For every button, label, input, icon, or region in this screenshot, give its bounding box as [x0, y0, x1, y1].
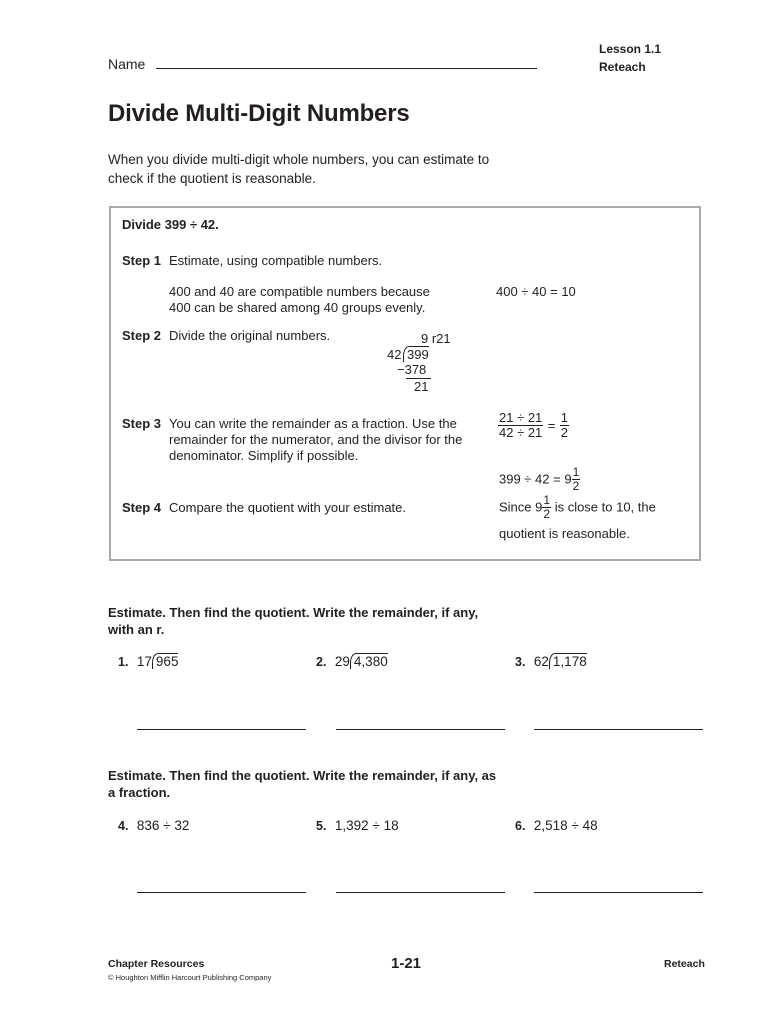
step1-text: Estimate, using compatible numbers.: [169, 253, 383, 268]
lesson-section: Reteach: [599, 60, 646, 74]
step4-since-rest: is close to 10, the: [554, 499, 656, 515]
answer-line-5[interactable]: [336, 892, 505, 893]
step3-frac: [498, 411, 543, 440]
problem-6-text: 2,518 ÷ 48: [533, 818, 598, 833]
step3-answer-prefix: 399 ÷ 42 = 9: [499, 471, 572, 487]
problem-1-dividend: 965: [152, 653, 179, 669]
step3-result-num: 1: [560, 410, 569, 425]
step2-quotient: 9 r21: [421, 331, 451, 346]
step3-answer-den: 2: [572, 479, 580, 493]
step3-fraction: [498, 411, 569, 440]
problem-6-number: 6.: [515, 819, 526, 833]
step3-label: Step 3: [122, 416, 162, 431]
step4-since-num: 1: [543, 493, 551, 507]
step1-label: Step 1: [122, 253, 162, 268]
problem-6: [515, 817, 598, 835]
problem-1-number: 1.: [118, 655, 129, 669]
step3-answer: [499, 466, 580, 493]
example-heading-problem: 399 ÷ 42.: [164, 217, 219, 232]
step4-since-prefix: Since 9: [499, 499, 543, 515]
problem-3: [515, 653, 587, 671]
problem-5-number: 5.: [316, 819, 327, 833]
problem-3-divisor: 62: [533, 654, 549, 669]
step3-frac-den: 42 ÷ 21: [499, 425, 543, 440]
step3-equals: =: [547, 418, 556, 433]
problem-2-dividend: 4,380: [350, 653, 388, 669]
step2-remainder: 21: [414, 379, 429, 394]
step2-dividend-wrap: [403, 346, 429, 363]
step3-result: [560, 411, 569, 440]
problem-1: [118, 653, 178, 671]
intro-text: When you divide multi-digit whole numbers, you can estimate to check if the quotient is reasonable.: [108, 152, 490, 186]
page-title: Divide Multi-Digit Numbers: [108, 100, 410, 127]
step2-text: Divide the original numbers.: [169, 328, 331, 343]
step1-detail: 400 and 40 are compatible numbers because 400 can be shared among 40 groups evenly.: [169, 284, 430, 315]
section2-instructions: Estimate. Then find the quotient. Write the remainder, if any, as a fraction.: [108, 768, 497, 800]
step4-text: Compare the quotient with your estimate.: [169, 500, 407, 515]
footer-chapter: Chapter Resources: [108, 958, 205, 970]
step4-since-line2: quotient is reasonable.: [499, 526, 630, 541]
step3-answer-num: 1: [572, 465, 580, 479]
step3-result-den: 2: [560, 425, 569, 440]
footer-copyright: © Houghton Mifflin Harcourt Publishing Company: [108, 973, 272, 982]
answer-line-3[interactable]: [534, 729, 703, 730]
problem-3-number: 3.: [515, 655, 526, 669]
answer-line-4[interactable]: [137, 892, 306, 893]
problem-4: [118, 817, 189, 835]
answer-line-2[interactable]: [336, 729, 505, 730]
example-heading-prefix: Divide: [122, 217, 162, 232]
name-label: Name: [108, 56, 146, 72]
problem-3-dividend: 1,178: [549, 653, 587, 669]
step3-answer-frac: [572, 466, 581, 493]
step3-frac-num: 21 ÷ 21: [499, 410, 543, 425]
lesson-info: [599, 40, 661, 76]
answer-line-1[interactable]: [137, 729, 306, 730]
footer-section: Reteach: [664, 958, 705, 970]
problem-5-text: 1,392 ÷ 18: [334, 818, 399, 833]
problem-1-divisor: 17: [136, 654, 152, 669]
step2-divisor: 42: [387, 347, 402, 362]
step2-dividend: 399: [403, 346, 429, 362]
problem-4-number: 4.: [118, 819, 129, 833]
step2-subtract: −378: [397, 362, 427, 377]
step4-since: [499, 494, 656, 521]
section1-instructions: Estimate. Then find the quotient. Write the remainder, if any, with an r.: [108, 605, 479, 637]
example-heading: [122, 217, 219, 233]
step3-text: You can write the remainder as a fraction. Use the remainder for the numerator, and the divisor for the denominator. Simplify if possible.: [169, 416, 463, 463]
problem-2: [316, 653, 388, 671]
problem-4-text: 836 ÷ 32: [136, 818, 190, 833]
problem-2-divisor: 29: [334, 654, 350, 669]
step4-since-frac: [542, 494, 551, 521]
answer-line-6[interactable]: [534, 892, 703, 893]
step4-since-den: 2: [543, 507, 551, 521]
lesson-number: Lesson 1.1: [599, 42, 662, 56]
step1-math: 400 ÷ 40 = 10: [496, 284, 576, 299]
page-number: 1-21: [391, 955, 422, 972]
step4-label: Step 4: [122, 500, 162, 515]
problem-2-number: 2.: [316, 655, 327, 669]
step2-label: Step 2: [122, 328, 162, 343]
name-field-line[interactable]: [156, 68, 537, 69]
problem-5: [316, 817, 399, 835]
